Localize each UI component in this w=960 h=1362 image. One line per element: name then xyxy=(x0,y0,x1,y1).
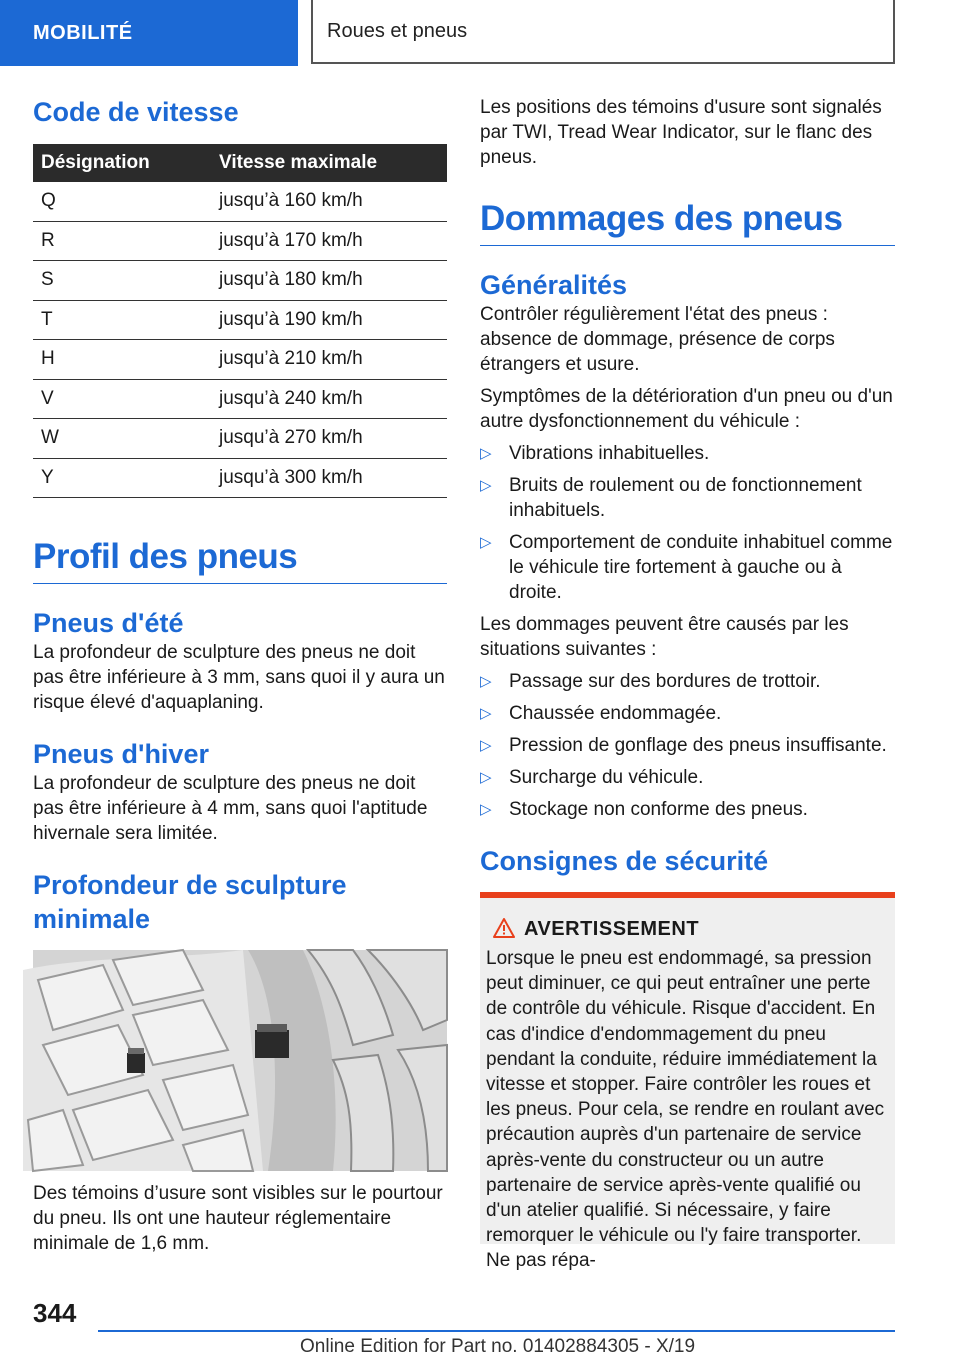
speed-code-table xyxy=(33,144,447,498)
speed-value: jusqu’à 190 km/h xyxy=(211,300,447,340)
tread-title: Profil des pneus xyxy=(33,537,298,576)
table-row xyxy=(33,458,447,498)
warning-triangle-icon xyxy=(492,917,516,939)
warning-title: AVERTISSEMENT xyxy=(486,916,889,942)
table-row xyxy=(33,221,447,261)
speed-letter: Q xyxy=(33,182,211,221)
speed-value: jusqu’à 240 km/h xyxy=(211,379,447,419)
symptoms-list xyxy=(480,441,895,605)
footer-divider xyxy=(98,1330,895,1332)
right-column xyxy=(480,95,895,1272)
list-item: ▷ Surcharge du véhicule. xyxy=(480,767,704,788)
tread-heading xyxy=(33,535,447,584)
table-row xyxy=(33,379,447,419)
general-text: Contrôler régulièrement l'état des pneus : absence de dommage, présence de corps étrangers et usure. xyxy=(480,304,835,375)
speed-value: jusqu’à 210 km/h xyxy=(211,340,447,380)
causes-text: Les dommages peuvent être causés par les situations suivantes : xyxy=(480,614,849,660)
edition-text: Online Edition for Part no. 01402884305 - X/19 xyxy=(300,1336,696,1357)
triangle-right-icon: ▷ xyxy=(480,705,492,722)
chapter-title: Roues et pneus xyxy=(311,0,895,64)
triangle-right-icon: ▷ xyxy=(480,737,492,754)
triangle-right-icon: ▷ xyxy=(480,534,492,551)
speed-value: jusqu’à 170 km/h xyxy=(211,221,447,261)
list-item: ▷ Pression de gonflage des pneus insuffisante. xyxy=(480,735,887,756)
speed-value: jusqu’à 270 km/h xyxy=(211,419,447,459)
speed-value: jusqu’à 300 km/h xyxy=(211,458,447,498)
speed-value: jusqu’à 160 km/h xyxy=(211,182,447,221)
damage-title: Dommages des pneus xyxy=(480,199,843,238)
column-header: Désignation xyxy=(33,144,211,182)
winter-tires-title: Pneus d'hiver xyxy=(33,739,209,769)
table-row xyxy=(33,261,447,301)
triangle-right-icon: ▷ xyxy=(480,769,492,786)
speed-letter: V xyxy=(33,379,211,419)
general-title: Généralités xyxy=(480,270,628,300)
speed-value: jusqu’à 180 km/h xyxy=(211,261,447,301)
left-column xyxy=(33,95,447,1256)
table-row xyxy=(33,340,447,380)
speed-letter: S xyxy=(33,261,211,301)
page-number: 344 xyxy=(33,1298,77,1328)
symptoms-text: Symptômes de la détérioration d'un pneu ou d'un autre dysfonctionnement du véhicule : xyxy=(480,386,893,432)
section-tab[interactable]: MOBILITÉ xyxy=(0,0,298,66)
table-row xyxy=(33,300,447,340)
list-item: ▷ Chaussée endommagée. xyxy=(480,703,722,724)
list-item: ▷ Bruits de roulement ou de fonctionnement inhabituels. xyxy=(480,475,862,521)
list-item: ▷ Passage sur des bordures de trottoir. xyxy=(480,671,821,692)
damage-heading xyxy=(480,197,895,246)
summer-tires-title: Pneus d'été xyxy=(33,608,184,638)
winter-tires-text: La profondeur de sculpture des pneus ne doit pas être inférieure à 4 mm, sans quoi l'aptitude hivernale sera limitée. xyxy=(33,773,428,844)
table-header-row xyxy=(33,144,447,182)
speed-letter: T xyxy=(33,300,211,340)
tread-wear-illustration xyxy=(33,950,447,1171)
triangle-right-icon: ▷ xyxy=(480,673,492,690)
speed-code-title: Code de vitesse xyxy=(33,97,239,127)
tire-tread-drawing xyxy=(33,950,447,1171)
table-row xyxy=(33,182,447,221)
triangle-right-icon: ▷ xyxy=(480,445,492,462)
figure-caption: Des témoins d’usure sont visibles sur le pourtour du pneu. Ils ont une hauteur réglementaire minimale de 1,6 mm. xyxy=(33,1183,443,1254)
triangle-right-icon: ▷ xyxy=(480,801,492,818)
safety-title: Consignes de sécurité xyxy=(480,846,769,876)
speed-letter: H xyxy=(33,340,211,380)
speed-letter: R xyxy=(33,221,211,261)
twi-intro-text: Les positions des témoins d'usure sont signalés par TWI, Tread Wear Indicator, sur le flanc des pneus. xyxy=(480,97,882,168)
speed-letter: W xyxy=(33,419,211,459)
causes-list xyxy=(480,669,895,822)
table-row xyxy=(33,419,447,459)
warning-box xyxy=(480,892,895,1272)
speed-letter: Y xyxy=(33,458,211,498)
min-tread-title: Profondeur de sculpture minimale xyxy=(33,870,347,934)
column-header: Vitesse maximale xyxy=(211,144,447,182)
list-item: ▷ Stockage non conforme des pneus. xyxy=(480,799,808,820)
list-item: ▷ Vibrations inhabituelles. xyxy=(480,443,710,464)
triangle-right-icon: ▷ xyxy=(480,477,492,494)
warning-text: Lorsque le pneu est endommagé, sa pression peut diminuer, ce qui peut entraîner une perte de contrôle du véhicule. Risque d'accident. En cas d'indice d'endommagement du pneu pendant la conduite, réduire immédiatement la vitesse et stopper. Faire contrôler les roues et les pneus. Pour cela, se rendre en roulant avec précaution auprès d'un partenaire de service après-vente du constructeur ou un autre partenaire de service après-vente qualifié ou d'un atelier qualifié. Si nécessaire, y faire remorquer le véhicule ou l'y faire transporter. Ne pas répa- xyxy=(486,948,885,1272)
list-item: ▷ Comportement de conduite inhabituel comme le véhicule tire fortement à gauche ou à droite. xyxy=(480,532,893,603)
summer-tires-text: La profondeur de sculpture des pneus ne doit pas être inférieure à 3 mm, sans quoi il y aura un risque élevé d'aquaplaning. xyxy=(33,642,445,713)
page-header xyxy=(0,0,960,66)
